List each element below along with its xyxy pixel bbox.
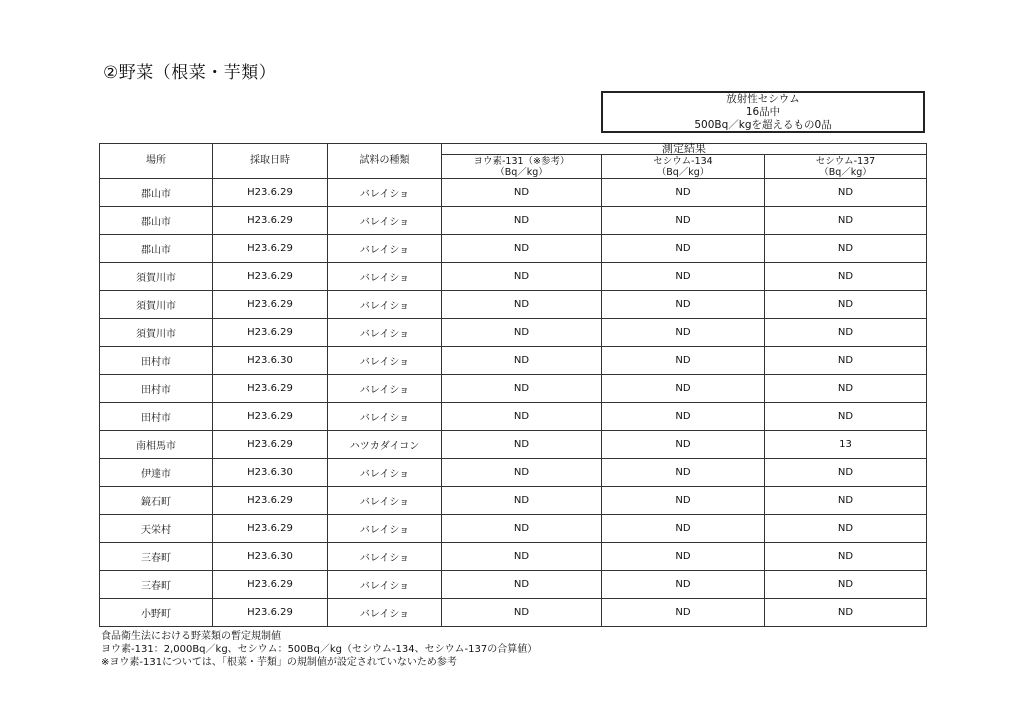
cell-cesium-134: ND <box>602 291 765 319</box>
cell-cesium-134: ND <box>602 375 765 403</box>
cell-sample: バレイショ <box>328 375 442 403</box>
cell-cesium-137: ND <box>765 347 927 375</box>
footnotes <box>101 630 537 669</box>
cell-date: H23.6.29 <box>213 235 328 263</box>
cell-date: H23.6.29 <box>213 263 328 291</box>
cell-cesium-137: ND <box>765 571 927 599</box>
table-row <box>100 515 927 543</box>
cell-sample: バレイショ <box>328 403 442 431</box>
cell-cesium-134: ND <box>602 599 765 627</box>
cell-cesium-137: ND <box>765 375 927 403</box>
table-row <box>100 431 927 459</box>
cell-place: 郡山市 <box>100 179 213 207</box>
cell-cesium-134: ND <box>602 543 765 571</box>
cell-iodine-131: ND <box>442 179 602 207</box>
table-row <box>100 291 927 319</box>
footnote-line-3: ※ヨウ素-131については、「根菜・芋類」の規制値が設定されていないため参考 <box>101 657 457 668</box>
cell-sample: バレイショ <box>328 571 442 599</box>
cell-sample: バレイショ <box>328 263 442 291</box>
cell-place: 須賀川市 <box>100 263 213 291</box>
cell-date: H23.6.29 <box>213 431 328 459</box>
table-row <box>100 179 927 207</box>
cell-date: H23.6.29 <box>213 319 328 347</box>
cell-place: 天栄村 <box>100 515 213 543</box>
cell-date: H23.6.29 <box>213 403 328 431</box>
cell-date: H23.6.30 <box>213 347 328 375</box>
cell-iodine-131: ND <box>442 375 602 403</box>
table-row <box>100 235 927 263</box>
table-row <box>100 207 927 235</box>
table-row <box>100 459 927 487</box>
cell-cesium-137: ND <box>765 543 927 571</box>
cell-sample: バレイショ <box>328 515 442 543</box>
cell-cesium-137: ND <box>765 515 927 543</box>
table-row <box>100 403 927 431</box>
cell-place: 伊達市 <box>100 459 213 487</box>
table-row <box>100 571 927 599</box>
header-cs137-unit: （Bq／kg） <box>819 166 872 178</box>
cell-place: 三春町 <box>100 543 213 571</box>
cell-iodine-131: ND <box>442 431 602 459</box>
header-cs137 <box>765 155 927 179</box>
cell-date: H23.6.29 <box>213 375 328 403</box>
cell-iodine-131: ND <box>442 207 602 235</box>
header-place: 場所 <box>100 144 213 179</box>
cell-date: H23.6.29 <box>213 179 328 207</box>
cell-sample: バレイショ <box>328 319 442 347</box>
cell-cesium-137: ND <box>765 263 927 291</box>
cell-iodine-131: ND <box>442 263 602 291</box>
cell-cesium-137: ND <box>765 207 927 235</box>
cell-cesium-137: ND <box>765 487 927 515</box>
cell-cesium-134: ND <box>602 319 765 347</box>
cell-place: 郡山市 <box>100 235 213 263</box>
cell-cesium-134: ND <box>602 207 765 235</box>
cell-cesium-137: ND <box>765 459 927 487</box>
cell-date: H23.6.30 <box>213 543 328 571</box>
cell-cesium-137: ND <box>765 403 927 431</box>
cell-cesium-134: ND <box>602 235 765 263</box>
cell-iodine-131: ND <box>442 347 602 375</box>
cell-cesium-134: ND <box>602 431 765 459</box>
cell-iodine-131: ND <box>442 515 602 543</box>
cell-cesium-134: ND <box>602 487 765 515</box>
cell-iodine-131: ND <box>442 235 602 263</box>
header-iodine-unit: （Bq／kg） <box>495 166 548 178</box>
summary-line-1: 放射性セシウム <box>726 92 800 105</box>
cell-date: H23.6.30 <box>213 459 328 487</box>
cell-iodine-131: ND <box>442 571 602 599</box>
results-table <box>99 143 927 627</box>
table-row <box>100 375 927 403</box>
cell-cesium-137: ND <box>765 179 927 207</box>
cell-place: 田村市 <box>100 347 213 375</box>
cell-cesium-137: ND <box>765 599 927 627</box>
table-row <box>100 487 927 515</box>
cell-date: H23.6.29 <box>213 599 328 627</box>
page-title: ②野菜（根菜・芋類） <box>103 63 277 83</box>
cell-sample: バレイショ <box>328 207 442 235</box>
summary-line-2: 16品中 <box>745 105 781 118</box>
cell-place: 三春町 <box>100 571 213 599</box>
cell-date: H23.6.29 <box>213 515 328 543</box>
cell-place: 小野町 <box>100 599 213 627</box>
table-row <box>100 543 927 571</box>
cell-date: H23.6.29 <box>213 207 328 235</box>
cell-iodine-131: ND <box>442 459 602 487</box>
cell-cesium-134: ND <box>602 179 765 207</box>
cell-cesium-134: ND <box>602 403 765 431</box>
cell-place: 須賀川市 <box>100 291 213 319</box>
summary-line-3: 500Bq／kgを超えるもの0品 <box>694 118 832 131</box>
cell-place: 田村市 <box>100 403 213 431</box>
cell-iodine-131: ND <box>442 319 602 347</box>
header-cs134 <box>602 155 765 179</box>
cell-date: H23.6.29 <box>213 487 328 515</box>
cell-place: 田村市 <box>100 375 213 403</box>
header-iodine <box>442 155 602 179</box>
results-table-body <box>100 179 927 627</box>
cell-iodine-131: ND <box>442 487 602 515</box>
cell-sample: バレイショ <box>328 459 442 487</box>
cell-iodine-131: ND <box>442 543 602 571</box>
cell-iodine-131: ND <box>442 403 602 431</box>
cell-place: 郡山市 <box>100 207 213 235</box>
table-row <box>100 347 927 375</box>
footnote-line-1: 食品衛生法における野菜類の暫定規制値 <box>101 631 281 642</box>
cell-date: H23.6.29 <box>213 291 328 319</box>
cell-place: 南相馬市 <box>100 431 213 459</box>
cell-cesium-134: ND <box>602 347 765 375</box>
header-sample: 試料の種類 <box>328 144 442 179</box>
cell-place: 須賀川市 <box>100 319 213 347</box>
cell-sample: バレイショ <box>328 235 442 263</box>
header-date: 採取日時 <box>213 144 328 179</box>
table-row <box>100 319 927 347</box>
table-row <box>100 599 927 627</box>
header-cs134-label: セシウム-134 <box>653 155 713 167</box>
cell-cesium-137: ND <box>765 319 927 347</box>
cell-cesium-134: ND <box>602 571 765 599</box>
header-iodine-label: ヨウ素-131（※参考） <box>473 155 570 167</box>
header-cs134-unit: （Bq／kg） <box>656 166 710 178</box>
header-cs137-label: セシウム-137 <box>815 155 876 167</box>
cell-date: H23.6.29 <box>213 571 328 599</box>
header-results: 測定結果 <box>442 144 927 155</box>
cell-sample: バレイショ <box>328 487 442 515</box>
cell-iodine-131: ND <box>442 599 602 627</box>
cell-sample: バレイショ <box>328 543 442 571</box>
cell-sample: バレイショ <box>328 179 442 207</box>
cell-sample: バレイショ <box>328 599 442 627</box>
cell-cesium-134: ND <box>602 459 765 487</box>
cell-iodine-131: ND <box>442 291 602 319</box>
summary-box <box>601 91 925 133</box>
cell-cesium-134: ND <box>602 515 765 543</box>
cell-cesium-134: ND <box>602 263 765 291</box>
cell-cesium-137: 13 <box>765 431 927 459</box>
cell-sample: バレイショ <box>328 291 442 319</box>
cell-cesium-137: ND <box>765 291 927 319</box>
table-row <box>100 263 927 291</box>
cell-place: 鏡石町 <box>100 487 213 515</box>
cell-cesium-137: ND <box>765 235 927 263</box>
footnote-line-2: ヨウ素-131：2,000Bq／kg、セシウム：500Bq／kg（セシウム-134、セシウム-137の合算値） <box>101 644 538 655</box>
cell-sample: ハツカダイコン <box>328 431 442 459</box>
cell-sample: バレイショ <box>328 347 442 375</box>
